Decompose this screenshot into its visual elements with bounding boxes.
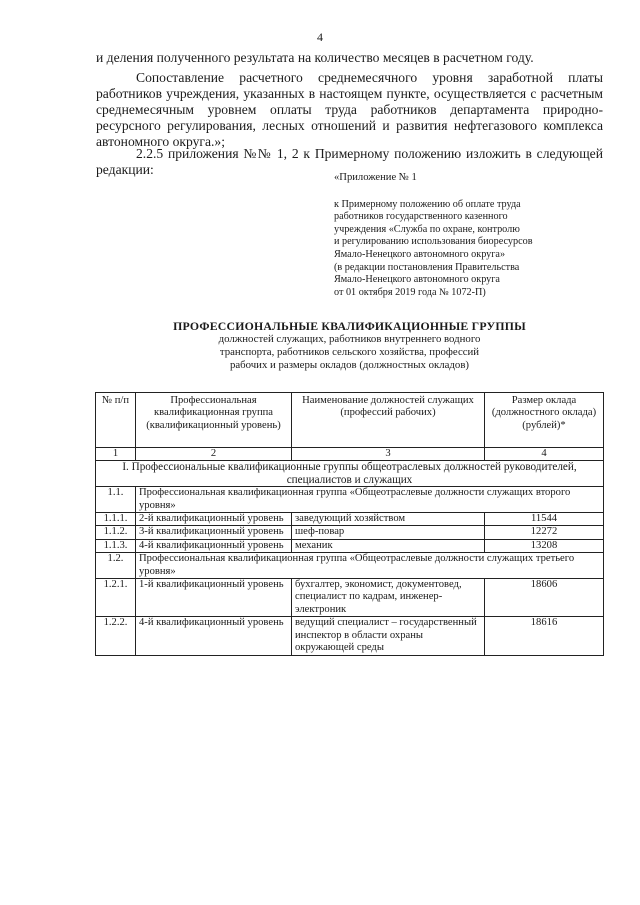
row-num: 1.1.3. (96, 539, 136, 552)
group-row (96, 487, 604, 513)
header-group: Профессиональная квалификационная группа (квалификационный уровень) (136, 393, 292, 448)
row-level: 4-й квалификационный уровень (136, 617, 292, 655)
page-number: 4 (317, 30, 323, 44)
header-salary: Размер оклада (должностного оклада) (рублей)* (485, 393, 604, 448)
table-row (96, 617, 604, 655)
group-title: Профессиональная квалификационная группа «Общеотраслевые должности служащих второго уровня» (136, 487, 604, 513)
table-row (96, 526, 604, 539)
appendix-line: от 01 октября 2019 года № 1072-П) (334, 286, 486, 298)
group-row (96, 553, 604, 579)
header-positions: Наименование должностей служащих (профессий рабочих) (292, 393, 485, 448)
table-row (96, 513, 604, 526)
appendix-line: учреждения «Служба по охране, контролю (334, 223, 520, 235)
appendix-line: (в редакции постановления Правительства (334, 261, 520, 273)
table-row (96, 579, 604, 617)
paragraph-2: Сопоставление расчетного среднемесячного уровня заработной платы работников учреждения, указанных в настоящем пункте, осуществляется с расчетным среднемесячным уровнем оплаты труда работников департамента природно-ресурсного регулирования, лесных отношений и развития нефтегазового комплекса автономного округа.»; (96, 70, 603, 149)
row-salary: 18616 (485, 617, 604, 655)
row-salary: 11544 (485, 513, 604, 526)
heading-subtitle-line: транспорта, работников сельского хозяйства, профессий (219, 346, 480, 358)
appendix-title: «Приложение № 1 (334, 172, 417, 183)
row-positions: заведующий хозяйством (292, 513, 485, 526)
row-num: 1.2.2. (96, 617, 136, 655)
group-num: 1.1. (96, 487, 136, 513)
appendix-note (334, 172, 614, 299)
row-salary: 18606 (485, 579, 604, 617)
column-number: 3 (292, 448, 485, 461)
row-num: 1.1.1. (96, 513, 136, 526)
heading-title: ПРОФЕССИОНАЛЬНЫЕ КВАЛИФИКАЦИОННЫЕ ГРУППЫ (173, 319, 526, 333)
table-row (96, 539, 604, 552)
paragraph-1: и деления полученного результата на количество месяцев в расчетном году. (96, 50, 534, 65)
heading-subtitle-line: рабочих и размеры окладов (должностных окладов) (229, 359, 470, 371)
appendix-line: к Примерному положению об оплате труда (334, 198, 521, 210)
group-num: 1.2. (96, 553, 136, 579)
row-level: 1-й квалификационный уровень (136, 579, 292, 617)
column-number: 2 (136, 448, 292, 461)
section-row (96, 461, 604, 487)
row-level: 2-й квалификационный уровень (136, 513, 292, 526)
row-level: 4-й квалификационный уровень (136, 539, 292, 552)
row-num: 1.2.1. (96, 579, 136, 617)
row-positions: механик (292, 539, 485, 552)
heading-subtitle-line: должностей служащих, работников внутреннего водного (218, 333, 481, 345)
paragraph-3: 2.2.5 приложения №№ 1, 2 к Примерному положению изложить в следующей редакции: (96, 146, 603, 177)
qualification-groups-table (95, 392, 604, 656)
table-header-row (96, 393, 604, 448)
column-number: 4 (485, 448, 604, 461)
appendix-line: работников государственного казенного (334, 211, 508, 223)
appendix-line: и регулированию использования биоресурсов (334, 236, 533, 248)
section-title: I. Профессиональные квалификационные группы общеотраслевых должностей руководителей, специалистов и служащих (96, 461, 604, 487)
row-positions: ведущий специалист – государственный инспектор в области охраны окружающей среды (292, 617, 485, 655)
row-num: 1.1.2. (96, 526, 136, 539)
column-number: 1 (96, 448, 136, 461)
document-heading (96, 319, 603, 372)
row-salary: 13208 (485, 539, 604, 552)
appendix-line: Ямало-Ненецкого автономного округа (334, 274, 500, 286)
header-num: № п/п (96, 393, 136, 448)
appendix-line: Ямало-Ненецкого автономного округа» (334, 248, 506, 260)
row-positions: бухгалтер, экономист, документовед, специалист по кадрам, инженер-электроник (292, 579, 485, 617)
group-title: Профессиональная квалификационная группа «Общеотраслевые должности служащих третьего уровня» (136, 553, 604, 579)
row-positions: шеф-повар (292, 526, 485, 539)
row-salary: 12272 (485, 526, 604, 539)
row-level: 3-й квалификационный уровень (136, 526, 292, 539)
column-number-row (96, 448, 604, 461)
